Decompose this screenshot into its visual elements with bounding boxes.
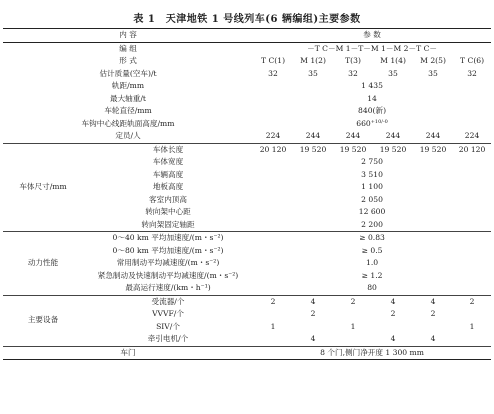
row-axle-load bbox=[3, 93, 491, 106]
siv-cell: 1 bbox=[469, 321, 475, 331]
coupler-tolerance: +10/-0 bbox=[370, 118, 388, 125]
brake-label: 常用制动平均减速度/(m・s⁻²) bbox=[116, 258, 220, 267]
capacity-cell: 224 bbox=[464, 131, 480, 140]
type-cell: M 1(4) bbox=[380, 56, 406, 65]
pantograph-cell: 4 bbox=[293, 295, 333, 308]
type-cell: T C(1) bbox=[260, 56, 286, 65]
mass-cell: 32 bbox=[268, 68, 278, 78]
pantograph-cell: 2 bbox=[253, 295, 293, 308]
mass-label: 估计质量(空车)/t bbox=[99, 68, 157, 78]
type-cell: T(3) bbox=[345, 56, 361, 65]
type-cell: M 2(5) bbox=[420, 56, 446, 65]
floor-height-value: 1 100 bbox=[361, 182, 383, 191]
axle-load-value: 14 bbox=[367, 93, 377, 103]
row-mass bbox=[3, 68, 491, 81]
motor-cell bbox=[453, 333, 491, 346]
coupler-tolerance-upper: +10 bbox=[370, 118, 382, 125]
capacity-cell: 244 bbox=[305, 131, 321, 140]
siv-cell bbox=[413, 321, 453, 334]
table-title: 表 1 天津地铁 1 号线列车(6 辆编组)主要参数 bbox=[133, 14, 361, 25]
mass-cell: 32 bbox=[467, 68, 477, 78]
capacity-label: 定员/人 bbox=[115, 131, 141, 140]
acc80-value: ≥ 0.5 bbox=[361, 245, 383, 255]
wheelbase-value: 2 200 bbox=[361, 219, 383, 229]
row-gauge bbox=[3, 80, 491, 93]
length-cell: 20 120 bbox=[253, 143, 293, 156]
bogie-center-value: 12 600 bbox=[358, 207, 386, 216]
brake-value: 1.0 bbox=[366, 258, 379, 267]
wheelbase-label: 转向架固定轴距 bbox=[141, 219, 195, 229]
max-speed-label: 最高运行速度/(km・h⁻¹) bbox=[125, 283, 211, 292]
body-width-label: 车体宽度 bbox=[152, 157, 184, 166]
body-length-label: 车体长度 bbox=[83, 143, 253, 156]
wheel-value: 840(新) bbox=[358, 106, 387, 115]
mass-cell: 35 bbox=[308, 68, 318, 78]
motor-cell bbox=[333, 333, 373, 346]
acc40-value: ≥ 0.83 bbox=[253, 232, 491, 245]
motor-cell: 4 bbox=[430, 334, 436, 343]
parameters-table bbox=[3, 28, 491, 360]
vvvf-cell bbox=[333, 308, 373, 321]
row-coupler bbox=[3, 118, 491, 131]
axle-load-label: 最大轴重/t bbox=[110, 93, 146, 103]
header-params: 参 数 bbox=[253, 29, 491, 43]
vehicle-height-label: 车辆高度 bbox=[152, 169, 184, 179]
motor-cell: 4 bbox=[390, 334, 396, 343]
capacity-cell: 244 bbox=[385, 131, 401, 140]
row-pantograph bbox=[3, 295, 491, 308]
length-cell: 19 520 bbox=[373, 143, 413, 156]
interior-height-value: 2 050 bbox=[361, 194, 383, 204]
max-speed-value: 80 bbox=[367, 283, 377, 292]
coupler-value bbox=[253, 118, 491, 131]
pantograph-cell: 4 bbox=[373, 295, 413, 308]
types-label: 形 式 bbox=[119, 56, 137, 65]
siv-cell: 1 bbox=[270, 321, 276, 331]
formation-label: 编 组 bbox=[119, 43, 137, 53]
doors-value: 8 个门,侧门净开度 1 300 mm bbox=[253, 346, 491, 360]
gauge-value: 1 435 bbox=[361, 81, 383, 90]
mass-cell: 32 bbox=[348, 68, 358, 78]
acc80-label: 0～80 km 平均加速度/(m・s⁻²) bbox=[112, 245, 224, 255]
vvvf-label: VVVF/个 bbox=[152, 309, 184, 318]
length-cell: 19 520 bbox=[413, 143, 453, 156]
bogie-center-label: 转向架中心距 bbox=[145, 207, 191, 216]
emergency-value: ≥ 1.2 bbox=[361, 270, 383, 280]
dimensions-group-label: 车体尺寸/mm bbox=[3, 143, 83, 232]
floor-height-label: 地板高度 bbox=[152, 182, 184, 191]
vvvf-cell bbox=[453, 308, 491, 321]
mass-cell: 35 bbox=[388, 68, 398, 78]
length-cell: 20 120 bbox=[453, 143, 491, 156]
vvvf-cell bbox=[253, 308, 293, 321]
vehicle-height-value: 3 510 bbox=[361, 169, 383, 179]
capacity-cell: 224 bbox=[265, 131, 281, 140]
vvvf-cell: 2 bbox=[310, 309, 316, 318]
motor-cell bbox=[253, 333, 293, 346]
length-cell: 19 520 bbox=[293, 143, 333, 156]
row-doors bbox=[3, 346, 491, 360]
header-item: 内 容 bbox=[3, 29, 253, 43]
siv-cell bbox=[293, 321, 333, 334]
equipment-group-label: 主要设备 bbox=[3, 295, 83, 346]
pantograph-cell: 2 bbox=[453, 295, 491, 308]
interior-height-label: 客室内顶高 bbox=[149, 194, 187, 204]
motor-label: 牵引电机/个 bbox=[147, 334, 189, 343]
siv-cell: 1 bbox=[350, 321, 356, 331]
emergency-label: 紧急制动及快速制动平均减速度/(m・s⁻²) bbox=[97, 270, 239, 280]
row-body-length bbox=[3, 143, 491, 156]
siv-cell bbox=[373, 321, 413, 334]
siv-label: SIV/个 bbox=[156, 321, 180, 331]
row-acc40 bbox=[3, 232, 491, 245]
acc40-label: 0～40 km 平均加速度/(m・s⁻²) bbox=[83, 232, 253, 245]
coupler-label: 车钩中心线距轨面高度/mm bbox=[81, 118, 175, 128]
row-types bbox=[3, 55, 491, 68]
mass-cell: 35 bbox=[428, 68, 438, 78]
wheel-label: 车轮直径/mm bbox=[104, 106, 152, 115]
header-row bbox=[3, 29, 491, 43]
capacity-cell: 244 bbox=[425, 131, 441, 140]
formation-value: －T C－M 1－T－M 1－M 2－T C－ bbox=[307, 43, 437, 53]
row-capacity bbox=[3, 130, 491, 143]
body-width-value: 2 750 bbox=[361, 157, 383, 166]
motor-cell: 4 bbox=[310, 334, 316, 343]
vvvf-cell: 2 bbox=[430, 309, 436, 318]
type-cell: T C(6) bbox=[460, 56, 485, 65]
type-cell: M 1(2) bbox=[300, 56, 326, 65]
row-wheel bbox=[3, 105, 491, 118]
vvvf-cell: 2 bbox=[390, 309, 396, 318]
length-cell: 19 520 bbox=[333, 143, 373, 156]
capacity-cell: 244 bbox=[345, 131, 361, 140]
pantograph-cell: 4 bbox=[413, 295, 453, 308]
row-formation bbox=[3, 42, 491, 55]
doors-label: 车门 bbox=[3, 346, 253, 360]
coupler-value-main: 660 bbox=[356, 118, 371, 128]
pantograph-cell: 2 bbox=[333, 295, 373, 308]
pantograph-label: 受流器/个 bbox=[83, 295, 253, 308]
performance-group-label: 动力性能 bbox=[3, 232, 83, 296]
coupler-tolerance-lower: -0 bbox=[382, 118, 388, 125]
gauge-label: 轨距/mm bbox=[111, 81, 145, 90]
